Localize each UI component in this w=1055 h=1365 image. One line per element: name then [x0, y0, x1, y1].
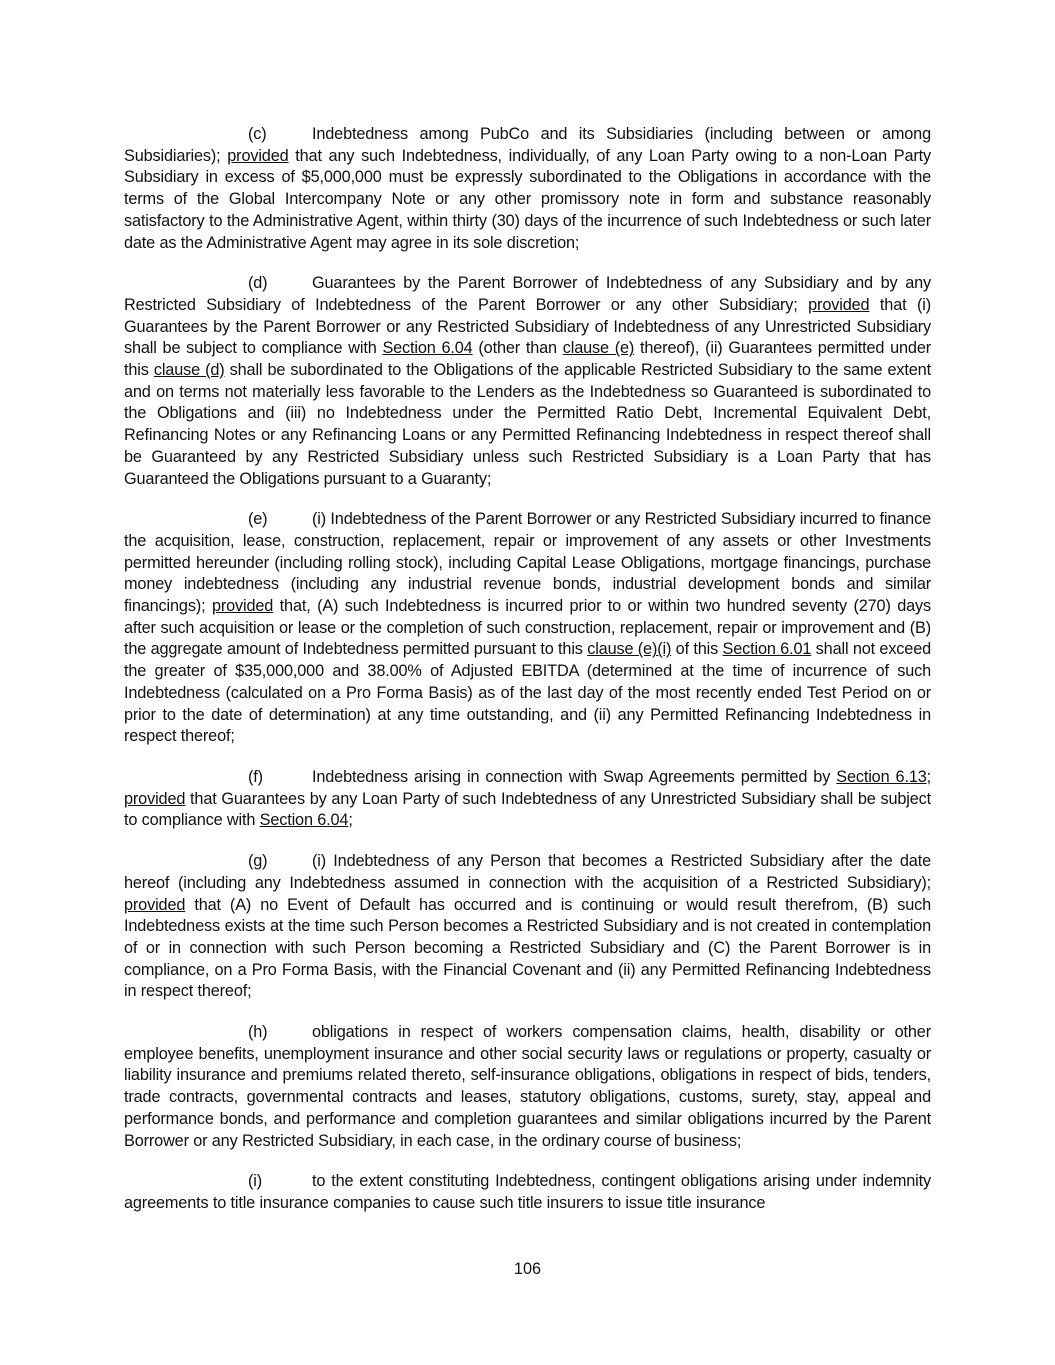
- section-reference: Section 6.04: [382, 339, 473, 358]
- document-body: [124, 124, 931, 1234]
- section-reference: Section 6.13: [836, 767, 927, 786]
- defined-term-provided: provided: [124, 895, 186, 914]
- section-reference: Section 6.01: [722, 640, 812, 659]
- clause-reference: clause (e)(i): [587, 640, 672, 659]
- paragraph-marker: (e): [248, 510, 268, 529]
- paragraph-c: (c) Indebtedness among PubCo and its Subsidiaries (including between or among Subsidiaries); provided that any such Indebtedness, individually, of any Loan Party owing to a non-Loan Party Subsidiary in excess of $5,000,000 must be expressly subordinated to the Obligations in accordance with the terms of the Global Intercompany Note or any other promissory note in form and substance reasonably satisfactory to the Administrative Agent, within thirty (30) days of the incurrence of such Indebtedness or such later date as the Administrative Agent may agree in its sole discretion;: [124, 125, 931, 252]
- paragraph-i: (i) to the extent constituting Indebtedness, contingent obligations arising under indemnity agreements to title insurance companies to cause such title insurers to issue title insurance: [124, 1172, 931, 1212]
- page-number: 106: [513, 1260, 542, 1278]
- clause-reference: clause (e): [562, 339, 635, 358]
- defined-term-provided: provided: [211, 597, 274, 616]
- paragraph-h: (h) obligations in respect of workers compensation claims, health, disability or other employee benefits, unemployment insurance and other social security laws or regulations or property, casualty or liability insurance and premiums related thereto, self-insurance obligations, obligations in respect of bids, tenders, trade contracts, governmental contracts and leases, statutory obligations, customs, surety, stay, appeal and performance bonds, and performance and completion guarantees and similar obligations incurred by the Parent Borrower or any Restricted Subsidiary, in each case, in the ordinary course of business;: [124, 1023, 931, 1150]
- paragraph-marker: (h): [248, 1023, 268, 1042]
- defined-term-provided: provided: [808, 295, 870, 314]
- section-reference: Section 6.04: [259, 811, 349, 830]
- paragraph-e: (e) (i) Indebtedness of the Parent Borrower or any Restricted Subsidiary incurred to finance the acquisition, lease, construction, replacement, repair or improvement of any assets or other Investments permitted hereunder (including rolling stock), including Capital Lease Obligations, mortgage financings, purchase money indebtedness (including any industrial revenue bonds, industrial development bonds and similar financings); provided that, (A) such Indebtedness is incurred prior to or within two hundred seventy (270) days after such acquisition or lease or the completion of such construction, replacement, repair or improvement and (B) the aggregate amount of Indebtedness permitted pursuant to this clause (e)(i) of this Section 6.01 shall not exceed the greater of $35,000,000 and 38.00% of Adjusted EBITDA (determined at the time of incurrence of such Indebtedness (calculated on a Pro Forma Basis) as of the last day of the most recently ended Test Period on or prior to the date of determination) at any time outstanding, and (ii) any Permitted Refinancing Indebtedness in respect thereof;: [124, 510, 932, 746]
- paragraph-g: (g) (i) Indebtedness of any Person that becomes a Restricted Subsidiary after the date hereof (including any Indebtedness assumed in connection with the acquisition of a Restricted Subsidiary); provided that (A) no Event of Default has occurred and is continuing or would result therefrom, (B) such Indebtedness exists at the time such Person becomes a Restricted Subsidiary and is not created in contemplation of or in connection with such Person becoming a Restricted Subsidiary and (C) the Parent Borrower is in compliance, on a Pro Forma Basis, with the Financial Covenant and (ii) any Permitted Refinancing Indebtedness in respect thereof;: [124, 852, 931, 1001]
- paragraph-marker: (c): [248, 125, 267, 143]
- clause-reference: clause (d): [153, 361, 225, 380]
- paragraph-f: (f) Indebtedness arising in connection with Swap Agreements permitted by Section 6.13; provided that Guarantees by any Loan Party of such Indebtedness of any Unrestricted Subsidiary shall be subject to compliance with Section 6.04;: [124, 767, 932, 830]
- defined-term-provided: provided: [227, 146, 289, 165]
- paragraph-marker: (g): [248, 852, 268, 871]
- paragraph-d: (d) Guarantees by the Parent Borrower of Indebtedness of any Subsidiary and by any Restricted Subsidiary of Indebtedness of the Parent Borrower or any other Subsidiary; provided that (i) Guarantees by the Parent Borrower or any Restricted Subsidiary of Indebtedness of any Unrestricted Subsidiary shall be subject to compliance with Section 6.04 (other than clause (e) thereof), (ii) Guarantees permitted under this clause (d) shall be subordinated to the Obligations of the applicable Restricted Subsidiary to the same extent and on terms not materially less favorable to the Lenders as the Indebtedness so Guaranteed is subordinated to the Obligations and (iii) no Indebtedness under the Permitted Ratio Debt, Incremental Equivalent Debt, Refinancing Notes or any Refinancing Loans or any Permitted Refinancing Indebtedness in respect thereof shall be Guaranteed by any Restricted Subsidiary unless such Restricted Subsidiary is a Loan Party that has Guaranteed the Obligations pursuant to a Guaranty;: [124, 274, 931, 488]
- defined-term-provided: provided: [124, 789, 186, 808]
- paragraph-marker: (d): [248, 274, 268, 293]
- paragraph-marker: (i): [248, 1172, 263, 1191]
- paragraph-marker: (f): [248, 767, 263, 786]
